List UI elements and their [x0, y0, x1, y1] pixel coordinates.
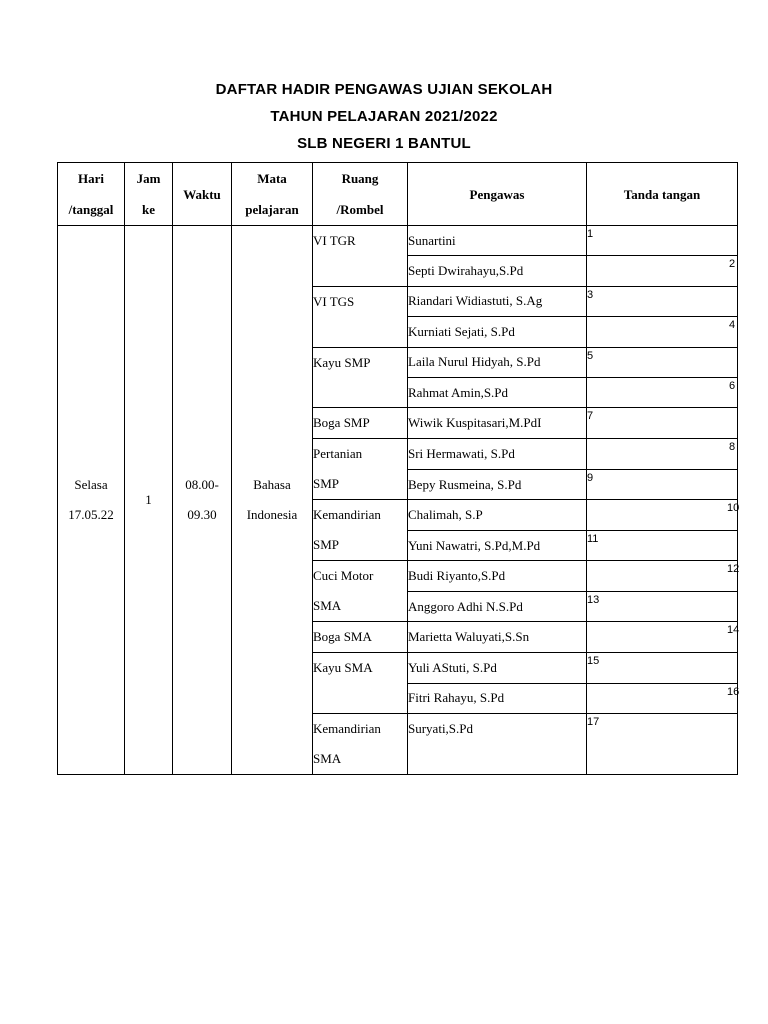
table-row: [58, 226, 738, 256]
room-cell: Boga SMP: [313, 408, 408, 439]
room-cell: Kemandirian SMP: [313, 500, 408, 561]
room-cell: Kayu SMA: [313, 653, 408, 714]
supervisor-name: Chalimah, S.P: [408, 500, 587, 531]
signature-cell: 13: [587, 591, 738, 622]
supervisor-name: Riandari Widiastuti, S.Ag: [408, 286, 587, 316]
room-cell: VI TGR: [313, 226, 408, 287]
header-waktu: Waktu: [173, 163, 232, 226]
supervisor-name: Suryati,S.Pd: [408, 714, 587, 775]
signature-cell: 2: [587, 256, 738, 286]
mata-pelajaran-cell: Bahasa Indonesia: [232, 226, 313, 775]
title-line-2: TAHUN PELAJARAN 2021/2022: [270, 108, 498, 125]
header-hari: Hari /tanggal: [58, 163, 125, 226]
title-line-3: SLB NEGERI 1 BANTUL: [297, 135, 471, 152]
supervisor-name: Fitri Rahayu, S.Pd: [408, 683, 587, 713]
supervisor-name: Wiwik Kuspitasari,M.PdI: [408, 408, 587, 439]
signature-cell: 1: [587, 226, 738, 256]
supervisor-name: Laila Nurul Hidyah, S.Pd: [408, 347, 587, 377]
signature-cell: 5: [587, 347, 738, 377]
signature-cell: 8: [587, 439, 738, 470]
supervisor-name: Bepy Rusmeina, S.Pd: [408, 469, 587, 500]
supervisor-name: Septi Dwirahayu,S.Pd: [408, 256, 587, 286]
header-jam: Jam ke: [125, 163, 173, 226]
room-cell: Kemandirian SMA: [313, 714, 408, 775]
room-cell: VI TGS: [313, 286, 408, 347]
signature-cell: 4: [587, 317, 738, 347]
signature-cell: 12: [587, 561, 738, 592]
signature-cell: 7: [587, 408, 738, 439]
signature-cell: 16: [587, 683, 738, 713]
signature-cell: 6: [587, 377, 738, 407]
jam-ke-cell: 1: [125, 226, 173, 775]
waktu-cell: 08.00- 09.30: [173, 226, 232, 775]
signature-cell: 14: [587, 622, 738, 653]
supervisor-name: Kurniati Sejati, S.Pd: [408, 317, 587, 347]
document-title: [0, 76, 768, 157]
supervisor-name: Marietta Waluyati,S.Sn: [408, 622, 587, 653]
supervisor-name: Budi Riyanto,S.Pd: [408, 561, 587, 592]
signature-cell: 10: [587, 500, 738, 531]
signature-cell: 3: [587, 286, 738, 316]
header-mata-pelajaran: Mata pelajaran: [232, 163, 313, 226]
supervisor-name: Yuli AStuti, S.Pd: [408, 653, 587, 683]
room-cell: Boga SMA: [313, 622, 408, 653]
signature-cell: 11: [587, 530, 738, 561]
signature-cell: 17: [587, 714, 738, 775]
supervisor-name: Rahmat Amin,S.Pd: [408, 377, 587, 407]
supervisor-name: Sunartini: [408, 226, 587, 256]
attendance-table: [57, 162, 738, 775]
supervisor-name: Sri Hermawati, S.Pd: [408, 439, 587, 470]
title-line-1: DAFTAR HADIR PENGAWAS UJIAN SEKOLAH: [215, 81, 553, 98]
room-cell: Kayu SMP: [313, 347, 408, 408]
header-tanda-tangan: Tanda tangan: [587, 163, 738, 226]
header-row: [58, 163, 738, 226]
hari-tanggal-cell: Selasa 17.05.22: [58, 226, 125, 775]
signature-cell: 15: [587, 653, 738, 683]
header-ruang: Ruang /Rombel: [313, 163, 408, 226]
supervisor-name: Yuni Nawatri, S.Pd,M.Pd: [408, 530, 587, 561]
supervisor-name: Anggoro Adhi N.S.Pd: [408, 591, 587, 622]
signature-cell: 9: [587, 469, 738, 500]
room-cell: Cuci Motor SMA: [313, 561, 408, 622]
room-cell: Pertanian SMP: [313, 439, 408, 500]
header-pengawas: Pengawas: [408, 163, 587, 226]
